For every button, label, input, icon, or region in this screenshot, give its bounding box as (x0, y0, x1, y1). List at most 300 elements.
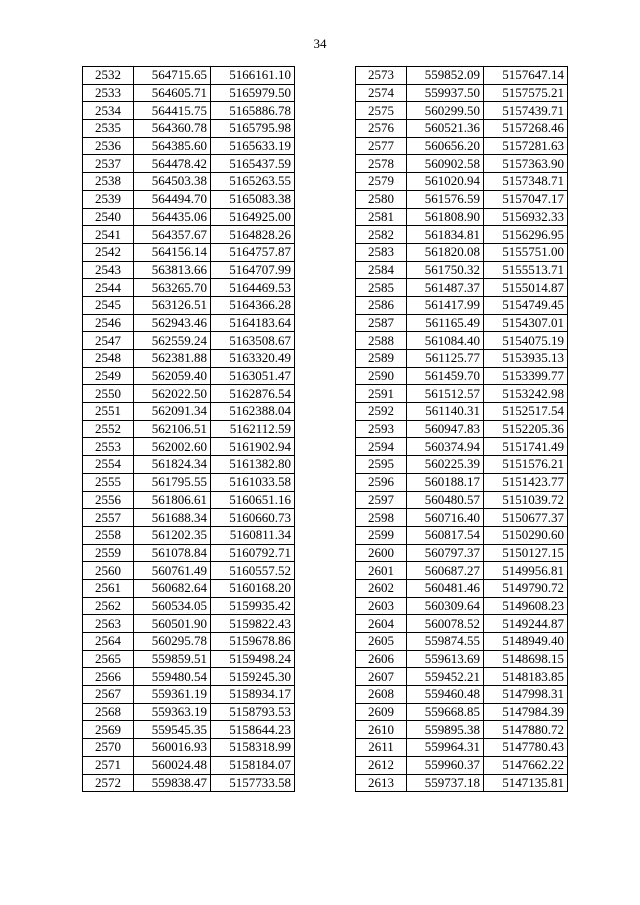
point-number-cell: 2573 (356, 67, 407, 85)
x-coordinate-cell: 560501.90 (134, 615, 211, 633)
table-row (356, 385, 568, 403)
table-row (356, 456, 568, 474)
table-row (356, 67, 568, 85)
x-coordinate-cell: 564156.14 (134, 243, 211, 261)
table-row (83, 367, 295, 385)
point-number-cell: 2581 (356, 208, 407, 226)
y-coordinate-cell: 5164469.53 (211, 279, 295, 297)
y-coordinate-cell: 5155513.71 (484, 261, 568, 279)
table-row (83, 703, 295, 721)
table-row (356, 668, 568, 686)
table-row (83, 562, 295, 580)
point-number-cell: 2587 (356, 314, 407, 332)
y-coordinate-cell: 5157348.71 (484, 173, 568, 191)
table-row (356, 562, 568, 580)
x-coordinate-cell: 564494.70 (134, 190, 211, 208)
point-number-cell: 2558 (83, 526, 134, 544)
point-number-cell: 2601 (356, 562, 407, 580)
x-coordinate-cell: 560656.20 (407, 137, 484, 155)
table-row (83, 597, 295, 615)
x-coordinate-cell: 560480.57 (407, 491, 484, 509)
y-coordinate-cell: 5149790.72 (484, 579, 568, 597)
table-row (83, 544, 295, 562)
y-coordinate-cell: 5151576.21 (484, 456, 568, 474)
y-coordinate-cell: 5152205.36 (484, 420, 568, 438)
page-number: 34 (313, 36, 327, 51)
x-coordinate-cell: 561795.55 (134, 473, 211, 491)
x-coordinate-cell: 559964.31 (407, 739, 484, 757)
y-coordinate-cell: 5149608.23 (484, 597, 568, 615)
y-coordinate-cell: 5161033.58 (211, 473, 295, 491)
point-number-cell: 2557 (83, 509, 134, 527)
x-coordinate-cell: 559895.38 (407, 721, 484, 739)
table-row (83, 473, 295, 491)
point-number-cell: 2567 (83, 686, 134, 704)
table-row (356, 526, 568, 544)
point-number-cell: 2586 (356, 296, 407, 314)
y-coordinate-cell: 5163051.47 (211, 367, 295, 385)
y-coordinate-cell: 5149956.81 (484, 562, 568, 580)
point-number-cell: 2563 (83, 615, 134, 633)
point-number-cell: 2549 (83, 367, 134, 385)
x-coordinate-cell: 561202.35 (134, 526, 211, 544)
x-coordinate-cell: 561512.57 (407, 385, 484, 403)
point-number-cell: 2547 (83, 332, 134, 350)
table-row (356, 544, 568, 562)
x-coordinate-cell: 560188.17 (407, 473, 484, 491)
point-number-cell: 2575 (356, 102, 407, 120)
point-number-cell: 2536 (83, 137, 134, 155)
point-number-cell: 2560 (83, 562, 134, 580)
y-coordinate-cell: 5164828.26 (211, 226, 295, 244)
table-row (83, 650, 295, 668)
y-coordinate-cell: 5160792.71 (211, 544, 295, 562)
point-number-cell: 2607 (356, 668, 407, 686)
point-number-cell: 2533 (83, 84, 134, 102)
x-coordinate-cell: 561140.31 (407, 403, 484, 421)
y-coordinate-cell: 5150677.37 (484, 509, 568, 527)
point-number-cell: 2534 (83, 102, 134, 120)
x-coordinate-cell: 561750.32 (407, 261, 484, 279)
point-number-cell: 2597 (356, 491, 407, 509)
table-row (83, 385, 295, 403)
table-row (356, 155, 568, 173)
point-number-cell: 2594 (356, 438, 407, 456)
table-row (356, 739, 568, 757)
point-number-cell: 2608 (356, 686, 407, 704)
x-coordinate-cell: 560481.46 (407, 579, 484, 597)
x-coordinate-cell: 559937.50 (407, 84, 484, 102)
y-coordinate-cell: 5163320.49 (211, 350, 295, 368)
y-coordinate-cell: 5164925.00 (211, 208, 295, 226)
x-coordinate-cell: 560687.27 (407, 562, 484, 580)
x-coordinate-cell: 562943.46 (134, 314, 211, 332)
table-row (356, 102, 568, 120)
table-row (356, 650, 568, 668)
y-coordinate-cell: 5153935.13 (484, 350, 568, 368)
x-coordinate-cell: 559460.48 (407, 686, 484, 704)
point-number-cell: 2566 (83, 668, 134, 686)
table-row (83, 615, 295, 633)
y-coordinate-cell: 5148698.15 (484, 650, 568, 668)
x-coordinate-cell: 561084.40 (407, 332, 484, 350)
y-coordinate-cell: 5159678.86 (211, 633, 295, 651)
table-row (356, 774, 568, 792)
table-row (356, 579, 568, 597)
table-row (356, 633, 568, 651)
table-row (83, 438, 295, 456)
x-coordinate-cell: 560309.64 (407, 597, 484, 615)
y-coordinate-cell: 5165795.98 (211, 120, 295, 138)
x-coordinate-cell: 561576.59 (407, 190, 484, 208)
x-coordinate-cell: 559960.37 (407, 756, 484, 774)
table-row (356, 296, 568, 314)
x-coordinate-cell: 562002.60 (134, 438, 211, 456)
table-row (356, 403, 568, 421)
x-coordinate-cell: 564357.67 (134, 226, 211, 244)
x-coordinate-cell: 559859.51 (134, 650, 211, 668)
table-row (356, 703, 568, 721)
x-coordinate-cell: 564478.42 (134, 155, 211, 173)
point-number-cell: 2592 (356, 403, 407, 421)
point-number-cell: 2545 (83, 296, 134, 314)
x-coordinate-cell: 564435.06 (134, 208, 211, 226)
x-coordinate-cell: 564385.60 (134, 137, 211, 155)
y-coordinate-cell: 5164183.64 (211, 314, 295, 332)
x-coordinate-cell: 560078.52 (407, 615, 484, 633)
point-number-cell: 2537 (83, 155, 134, 173)
y-coordinate-cell: 5151423.77 (484, 473, 568, 491)
point-number-cell: 2571 (83, 756, 134, 774)
x-coordinate-cell: 561808.90 (407, 208, 484, 226)
x-coordinate-cell: 560299.50 (407, 102, 484, 120)
x-coordinate-cell: 563126.51 (134, 296, 211, 314)
table-row (356, 367, 568, 385)
point-number-cell: 2603 (356, 597, 407, 615)
x-coordinate-cell: 560295.78 (134, 633, 211, 651)
x-coordinate-cell: 561125.77 (407, 350, 484, 368)
point-number-cell: 2543 (83, 261, 134, 279)
point-number-cell: 2569 (83, 721, 134, 739)
point-number-cell: 2609 (356, 703, 407, 721)
point-number-cell: 2596 (356, 473, 407, 491)
table-row (83, 120, 295, 138)
y-coordinate-cell: 5160651.16 (211, 491, 295, 509)
point-number-cell: 2605 (356, 633, 407, 651)
table-row (83, 208, 295, 226)
table-row (356, 279, 568, 297)
y-coordinate-cell: 5148949.40 (484, 633, 568, 651)
point-number-cell: 2612 (356, 756, 407, 774)
point-number-cell: 2584 (356, 261, 407, 279)
table-row (356, 756, 568, 774)
point-number-cell: 2577 (356, 137, 407, 155)
table-row (356, 420, 568, 438)
table-row (83, 173, 295, 191)
y-coordinate-cell: 5157363.90 (484, 155, 568, 173)
point-number-cell: 2570 (83, 739, 134, 757)
point-number-cell: 2583 (356, 243, 407, 261)
point-number-cell: 2568 (83, 703, 134, 721)
point-number-cell: 2579 (356, 173, 407, 191)
y-coordinate-cell: 5154307.01 (484, 314, 568, 332)
x-coordinate-cell: 559480.54 (134, 668, 211, 686)
table-row (356, 473, 568, 491)
y-coordinate-cell: 5153399.77 (484, 367, 568, 385)
y-coordinate-cell: 5160660.73 (211, 509, 295, 527)
y-coordinate-cell: 5154749.45 (484, 296, 568, 314)
point-number-cell: 2539 (83, 190, 134, 208)
table-row (83, 226, 295, 244)
table-row (356, 314, 568, 332)
y-coordinate-cell: 5165437.59 (211, 155, 295, 173)
table-row (356, 350, 568, 368)
x-coordinate-cell: 561417.99 (407, 296, 484, 314)
table-row (83, 526, 295, 544)
table-row (356, 84, 568, 102)
x-coordinate-cell: 563265.70 (134, 279, 211, 297)
y-coordinate-cell: 5165083.38 (211, 190, 295, 208)
x-coordinate-cell: 561820.08 (407, 243, 484, 261)
y-coordinate-cell: 5147780.43 (484, 739, 568, 757)
table-row (356, 243, 568, 261)
x-coordinate-cell: 561165.49 (407, 314, 484, 332)
x-coordinate-cell: 561487.37 (407, 279, 484, 297)
y-coordinate-cell: 5150290.60 (484, 526, 568, 544)
point-number-cell: 2599 (356, 526, 407, 544)
table-row (83, 350, 295, 368)
table-row (83, 261, 295, 279)
x-coordinate-cell: 561834.81 (407, 226, 484, 244)
point-number-cell: 2551 (83, 403, 134, 421)
y-coordinate-cell: 5162112.59 (211, 420, 295, 438)
table-row (356, 615, 568, 633)
y-coordinate-cell: 5147984.39 (484, 703, 568, 721)
x-coordinate-cell: 559545.35 (134, 721, 211, 739)
y-coordinate-cell: 5159245.30 (211, 668, 295, 686)
y-coordinate-cell: 5162876.54 (211, 385, 295, 403)
table-row (83, 190, 295, 208)
y-coordinate-cell: 5147135.81 (484, 774, 568, 792)
y-coordinate-cell: 5150127.15 (484, 544, 568, 562)
y-coordinate-cell: 5158318.99 (211, 739, 295, 757)
y-coordinate-cell: 5165979.50 (211, 84, 295, 102)
x-coordinate-cell: 562091.34 (134, 403, 211, 421)
y-coordinate-cell: 5155751.00 (484, 243, 568, 261)
table-row (83, 509, 295, 527)
y-coordinate-cell: 5158934.17 (211, 686, 295, 704)
table-row (356, 208, 568, 226)
coordinates-table-left (82, 66, 295, 792)
table-row (356, 491, 568, 509)
x-coordinate-cell: 562381.88 (134, 350, 211, 368)
point-number-cell: 2572 (83, 774, 134, 792)
point-number-cell: 2542 (83, 243, 134, 261)
point-number-cell: 2555 (83, 473, 134, 491)
coordinates-table-right (355, 66, 568, 792)
point-number-cell: 2578 (356, 155, 407, 173)
table-row (356, 721, 568, 739)
y-coordinate-cell: 5158184.07 (211, 756, 295, 774)
table-row (83, 633, 295, 651)
x-coordinate-cell: 560797.37 (407, 544, 484, 562)
point-number-cell: 2544 (83, 279, 134, 297)
table-row (83, 332, 295, 350)
x-coordinate-cell: 560817.54 (407, 526, 484, 544)
point-number-cell: 2585 (356, 279, 407, 297)
table-row (83, 102, 295, 120)
x-coordinate-cell: 559737.18 (407, 774, 484, 792)
y-coordinate-cell: 5159498.24 (211, 650, 295, 668)
x-coordinate-cell: 559363.19 (134, 703, 211, 721)
x-coordinate-cell: 564360.78 (134, 120, 211, 138)
point-number-cell: 2611 (356, 739, 407, 757)
table-row (83, 279, 295, 297)
point-number-cell: 2606 (356, 650, 407, 668)
point-number-cell: 2588 (356, 332, 407, 350)
point-number-cell: 2561 (83, 579, 134, 597)
point-number-cell: 2591 (356, 385, 407, 403)
table-row (356, 173, 568, 191)
table-row (83, 137, 295, 155)
point-number-cell: 2602 (356, 579, 407, 597)
table-row (356, 120, 568, 138)
y-coordinate-cell: 5164707.99 (211, 261, 295, 279)
table-row (83, 756, 295, 774)
table-row (83, 155, 295, 173)
x-coordinate-cell: 560521.36 (407, 120, 484, 138)
y-coordinate-cell: 5165263.55 (211, 173, 295, 191)
x-coordinate-cell: 560716.40 (407, 509, 484, 527)
y-coordinate-cell: 5156296.95 (484, 226, 568, 244)
x-coordinate-cell: 560947.83 (407, 420, 484, 438)
y-coordinate-cell: 5163508.67 (211, 332, 295, 350)
table-row (83, 420, 295, 438)
point-number-cell: 2556 (83, 491, 134, 509)
point-number-cell: 2593 (356, 420, 407, 438)
y-coordinate-cell: 5156932.33 (484, 208, 568, 226)
x-coordinate-cell: 561078.84 (134, 544, 211, 562)
point-number-cell: 2604 (356, 615, 407, 633)
x-coordinate-cell: 561806.61 (134, 491, 211, 509)
point-number-cell: 2598 (356, 509, 407, 527)
y-coordinate-cell: 5157281.63 (484, 137, 568, 155)
y-coordinate-cell: 5158644.23 (211, 721, 295, 739)
x-coordinate-cell: 563813.66 (134, 261, 211, 279)
table-row (356, 332, 568, 350)
table-row (83, 243, 295, 261)
y-coordinate-cell: 5165886.78 (211, 102, 295, 120)
table-row (356, 509, 568, 527)
y-coordinate-cell: 5148183.85 (484, 668, 568, 686)
y-coordinate-cell: 5157647.14 (484, 67, 568, 85)
table-row (83, 84, 295, 102)
point-number-cell: 2541 (83, 226, 134, 244)
x-coordinate-cell: 564503.38 (134, 173, 211, 191)
point-number-cell: 2582 (356, 226, 407, 244)
y-coordinate-cell: 5153242.98 (484, 385, 568, 403)
y-coordinate-cell: 5147662.22 (484, 756, 568, 774)
y-coordinate-cell: 5165633.19 (211, 137, 295, 155)
table-row (83, 314, 295, 332)
x-coordinate-cell: 562106.51 (134, 420, 211, 438)
x-coordinate-cell: 562559.24 (134, 332, 211, 350)
y-coordinate-cell: 5161902.94 (211, 438, 295, 456)
x-coordinate-cell: 559613.69 (407, 650, 484, 668)
y-coordinate-cell: 5155014.87 (484, 279, 568, 297)
x-coordinate-cell: 561824.34 (134, 456, 211, 474)
point-number-cell: 2574 (356, 84, 407, 102)
x-coordinate-cell: 564605.71 (134, 84, 211, 102)
y-coordinate-cell: 5159935.42 (211, 597, 295, 615)
y-coordinate-cell: 5154075.19 (484, 332, 568, 350)
point-number-cell: 2595 (356, 456, 407, 474)
table-row (356, 261, 568, 279)
y-coordinate-cell: 5161382.80 (211, 456, 295, 474)
x-coordinate-cell: 560225.39 (407, 456, 484, 474)
table-row (356, 597, 568, 615)
x-coordinate-cell: 564715.65 (134, 67, 211, 85)
point-number-cell: 2559 (83, 544, 134, 562)
point-number-cell: 2610 (356, 721, 407, 739)
point-number-cell: 2565 (83, 650, 134, 668)
y-coordinate-cell: 5147880.72 (484, 721, 568, 739)
y-coordinate-cell: 5157575.21 (484, 84, 568, 102)
y-coordinate-cell: 5164366.28 (211, 296, 295, 314)
x-coordinate-cell: 560374.94 (407, 438, 484, 456)
x-coordinate-cell: 561688.34 (134, 509, 211, 527)
y-coordinate-cell: 5158793.53 (211, 703, 295, 721)
point-number-cell: 2613 (356, 774, 407, 792)
table-row (83, 456, 295, 474)
point-number-cell: 2550 (83, 385, 134, 403)
x-coordinate-cell: 562022.50 (134, 385, 211, 403)
x-coordinate-cell: 559852.09 (407, 67, 484, 85)
point-number-cell: 2540 (83, 208, 134, 226)
y-coordinate-cell: 5160168.20 (211, 579, 295, 597)
x-coordinate-cell: 559361.19 (134, 686, 211, 704)
x-coordinate-cell: 560761.49 (134, 562, 211, 580)
y-coordinate-cell: 5157047.17 (484, 190, 568, 208)
y-coordinate-cell: 5162388.04 (211, 403, 295, 421)
point-number-cell: 2538 (83, 173, 134, 191)
table-row (83, 296, 295, 314)
y-coordinate-cell: 5149244.87 (484, 615, 568, 633)
table-row (83, 403, 295, 421)
y-coordinate-cell: 5164757.87 (211, 243, 295, 261)
point-number-cell: 2589 (356, 350, 407, 368)
x-coordinate-cell: 560682.64 (134, 579, 211, 597)
y-coordinate-cell: 5159822.43 (211, 615, 295, 633)
y-coordinate-cell: 5147998.31 (484, 686, 568, 704)
table-row (83, 67, 295, 85)
table-row (356, 686, 568, 704)
table-row (83, 686, 295, 704)
x-coordinate-cell: 560016.93 (134, 739, 211, 757)
table-row (83, 721, 295, 739)
y-coordinate-cell: 5151741.49 (484, 438, 568, 456)
point-number-cell: 2546 (83, 314, 134, 332)
y-coordinate-cell: 5160811.34 (211, 526, 295, 544)
table-row (356, 190, 568, 208)
table-row (83, 668, 295, 686)
point-number-cell: 2532 (83, 67, 134, 85)
x-coordinate-cell: 564415.75 (134, 102, 211, 120)
y-coordinate-cell: 5157733.58 (211, 774, 295, 792)
table-row (356, 226, 568, 244)
point-number-cell: 2590 (356, 367, 407, 385)
x-coordinate-cell: 560024.48 (134, 756, 211, 774)
